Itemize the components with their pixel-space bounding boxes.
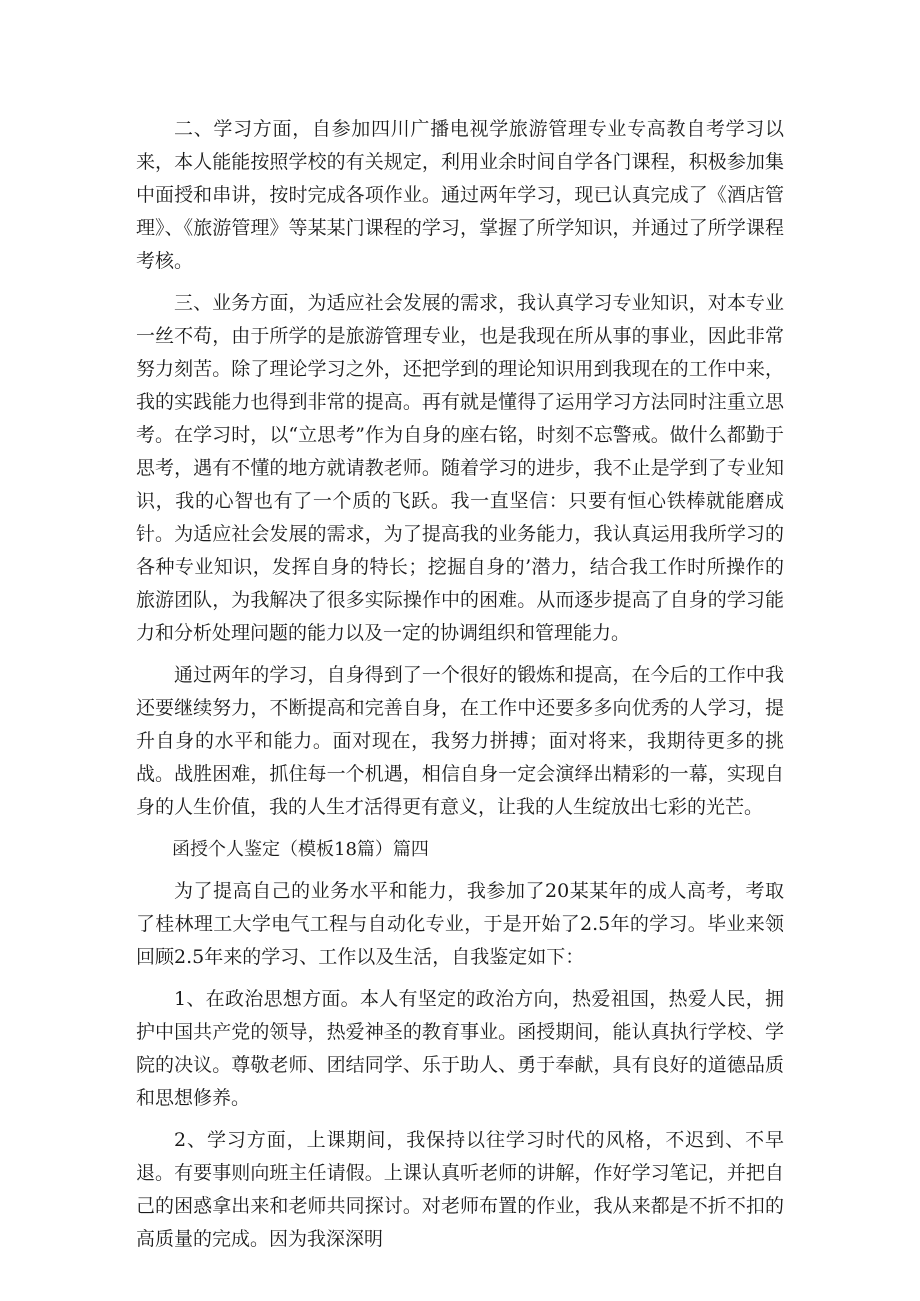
paragraph-political: 1、在政治思想方面。本人有坚定的政治方向，热爱祖国，热爱人民，拥护中国共产党的领导，热爱神圣的教育事业。函授期间，能认真执行学校、学院的决议。尊敬老师、团结同学、乐于助人、勇于奉献，具有良好的道德品质和思想修养。 bbox=[136, 988, 784, 1109]
section-heading: 函授个人鉴定（模板18篇）篇四 bbox=[172, 839, 429, 860]
paragraph-study: 二、学习方面，自参加四川广播电视学旅游管理专业专高教自考学习以来，本人能能按照学校的有关规定，利用业余时间自学各门课程，积极参加集中面授和串讲，按时完成各项作业。通过两年学习，现已认真完成了《酒店管理》、《旅游管理》等某某门课程的学习，掌握了所学知识，并通过了所学课程考核。 bbox=[136, 118, 784, 272]
paragraph-learning: 2、学习方面，上课期间，我保持以往学习时代的风格，不迟到、不早退。有要事则向班主任请假。上课认真听老师的讲解，作好学习笔记，并把自己的困惑拿出来和老师共同探讨。对老师布置的作业，我从来都是不折不扣的高质量的完成。因为我深深明 bbox=[136, 1129, 784, 1250]
paragraph-business: 三、业务方面，为适应社会发展的需求，我认真学习专业知识，对本专业一丝不苟，由于所学的是旅游管理专业，也是我现在所从事的事业，因此非常努力刻苦。除了理论学习之外，还把学到的理论知识用到我现在的工作中来，我的实践能力也得到非常的提高。再有就是懂得了运用学习方法同时注重立思考。在学习时，以“立思考”作为自身的座右铭，时刻不忘警戒。做什么都勤于思考，遇有不懂的地方就请教老师。随着学习的进步，我不止是学到了专业知识，我的心智也有了一个质的飞跃。我一直坚信：只要有恒心铁棒就能磨成针。为适应社会发展的需求，为了提高我的业务能力，我认真运用我所学习的各种专业知识，发挥自身的特长；挖掘自身的’潜力，结合我工作时所操作的旅游团队，为我解决了很多实际操作中的困难。从而逐步提高了自身的学习能力和分析处理问题的能力以及一定的协调组织和管理能力。 bbox=[136, 292, 784, 644]
document-body bbox=[136, 113, 784, 1265]
paragraph-intro: 为了提高自己的业务水平和能力，我参加了20某某年的成人高考，考取了桂林理工大学电气工程与自动化专业，于是开始了2.5年的学习。毕业来领回顾2.5年来的学习、工作以及生活，自我鉴定如下： bbox=[136, 880, 784, 968]
paragraph-conclusion: 通过两年的学习，自身得到了一个很好的锻炼和提高，在今后的工作中我还要继续努力，不断提高和完善自身，在工作中还要多多向优秀的人学习，提升自身的水平和能力。面对现在，我努力拼搏；面对将来，我期待更多的挑战。战胜困难，抓住每一个机遇，相信自身一定会演绎出精彩的一幕，实现自身的人生价值，我的人生才活得更有意义，让我的人生绽放出七彩的光芒。 bbox=[136, 664, 784, 818]
